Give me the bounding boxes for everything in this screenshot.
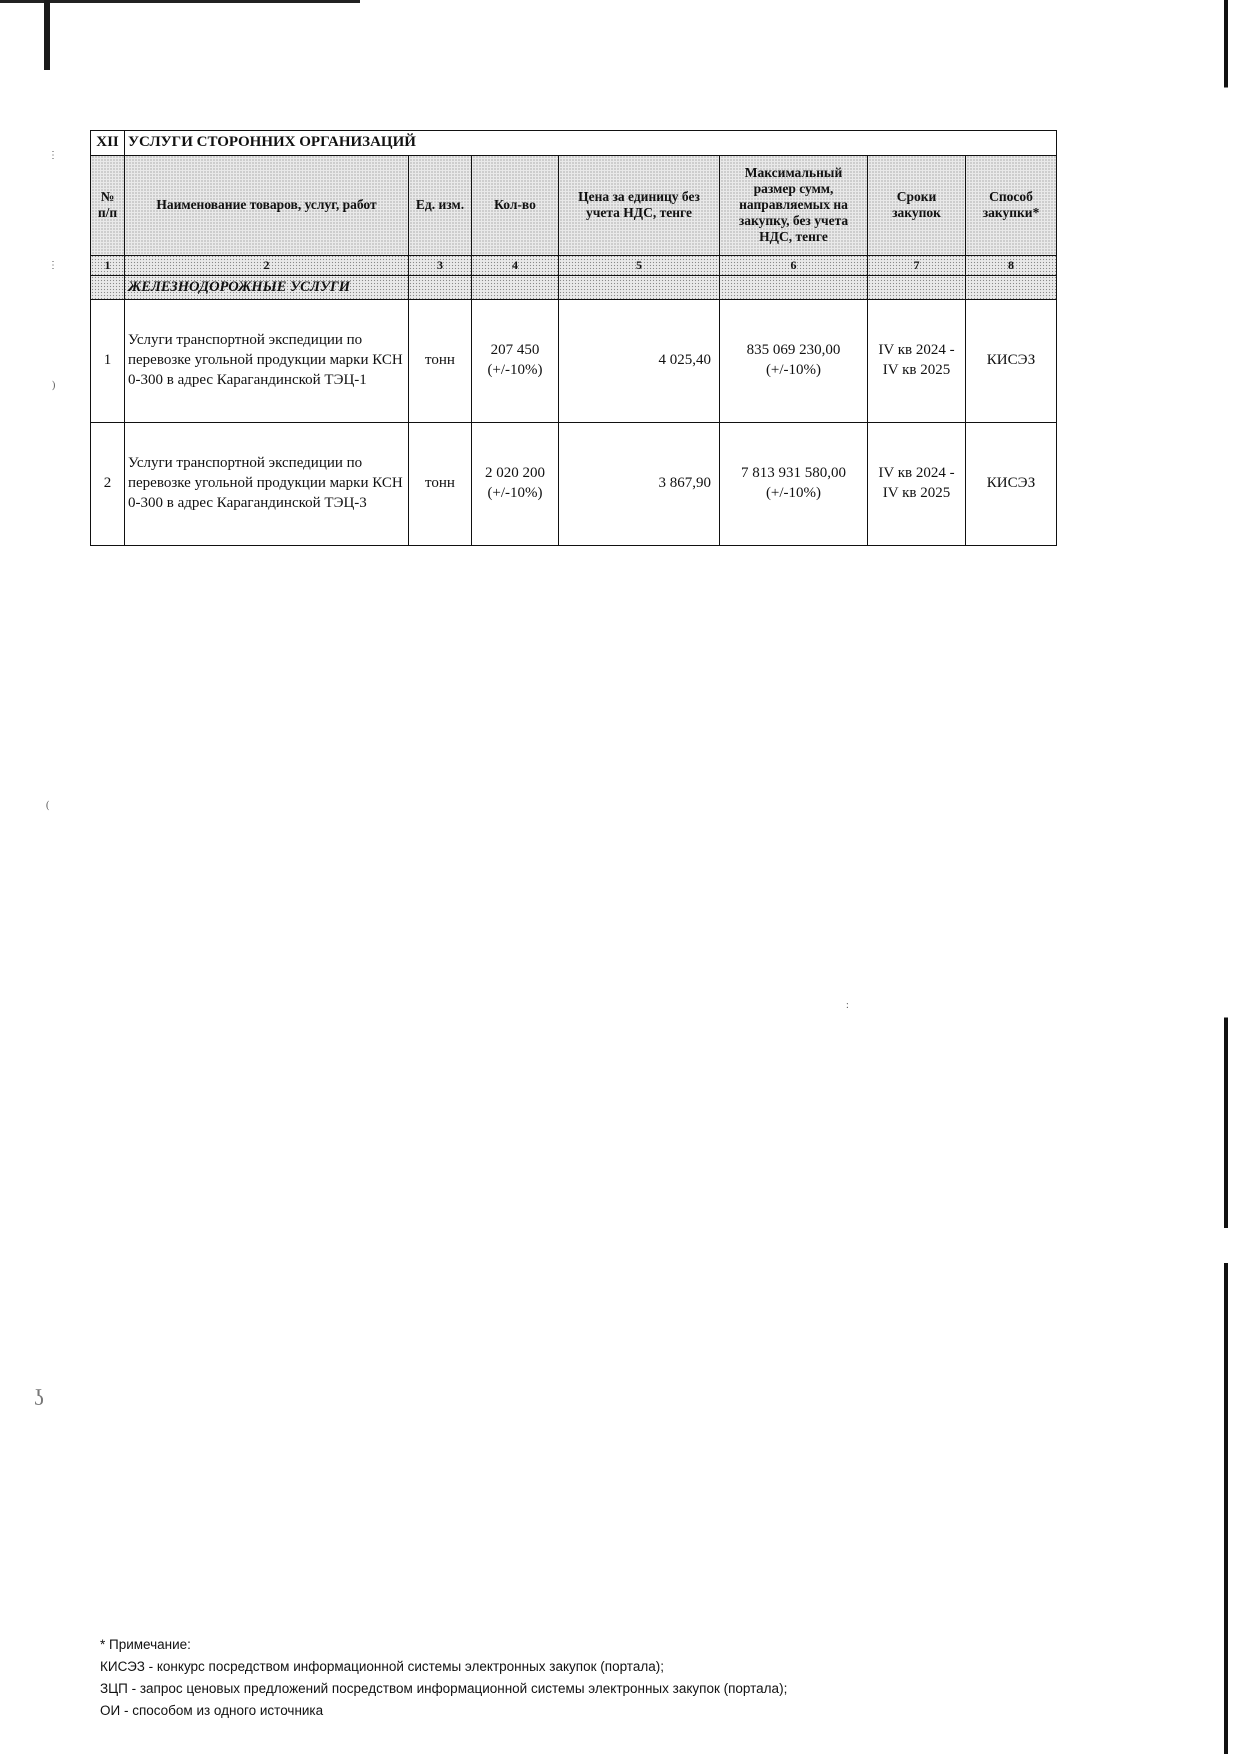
section-header-row [91,131,1057,156]
scan-speck: ) [52,380,56,391]
row-number: 1 [91,299,125,422]
col-number: 5 [559,255,720,276]
row-amount-value: 835 069 230,00 [746,342,841,359]
category-num-cell [91,276,125,300]
row-quantity-value: 2 020 200 [485,465,545,482]
row-period-from: IV кв 2024 - [878,465,955,482]
row-unit-price: 3 867,90 [559,422,720,545]
column-header-row [91,155,1057,255]
row-quantity-note: (+/-10%) [487,484,543,501]
col-number: 8 [966,255,1057,276]
category-row [91,276,1057,300]
row-item-name: Услуги транспортной экспедиции по перевозке угольной продукции марки КСН 0-300 в адрес Карагандинской ТЭЦ-1 [125,299,409,422]
row-method: КИСЭЗ [966,299,1057,422]
col-header-period: Сроки закупок [868,155,966,255]
category-empty-cell [720,276,868,300]
row-quantity [472,299,559,422]
col-header-method: Способ закупки* [966,155,1057,255]
table-row [91,422,1057,545]
row-quantity [472,422,559,545]
category-empty-cell [409,276,472,300]
row-unit: тонн [409,299,472,422]
col-number: 1 [91,255,125,276]
row-method: КИСЭЗ [966,422,1057,545]
scan-mark: ʖ [34,1385,44,1410]
table-row [91,299,1057,422]
row-amount-note: (+/-10%) [765,361,822,378]
row-amount-note: (+/-10%) [765,484,822,501]
row-amount [720,422,868,545]
col-header-name: Наименование товаров, услуг, работ [125,155,409,255]
category-empty-cell [868,276,966,300]
row-number: 2 [91,422,125,545]
col-header-num: № п/п [91,155,125,255]
col-header-price: Цена за единицу без учета НДС, тенге [559,155,720,255]
scan-speck: ⋮ [48,260,58,271]
column-number-row [91,255,1057,276]
scan-edge-top [0,0,360,3]
scan-edge-left [44,0,50,70]
footnote-line: ЗЦП - запрос ценовых предложений посредством информационной системы электронных закупок (портала); [100,1681,788,1696]
row-amount [720,299,868,422]
col-number: 6 [720,255,868,276]
row-quantity-note: (+/-10%) [487,361,543,378]
row-amount-value: 7 813 931 580,00 [741,465,846,482]
row-period-from: IV кв 2024 - [878,342,955,359]
scan-speck: : [846,1000,849,1011]
col-header-qty: Кол-во [472,155,559,255]
col-number: 3 [409,255,472,276]
scan-speck: ( [46,800,50,811]
footnote-heading: * Примечание: [100,1637,191,1652]
row-unit-price: 4 025,40 [559,299,720,422]
row-period [868,422,966,545]
section-number: XII [91,131,125,156]
footnote-line: ОИ - способом из одного источника [100,1703,324,1718]
row-unit: тонн [409,422,472,545]
col-number: 4 [472,255,559,276]
category-empty-cell [966,276,1057,300]
scan-edge-right [1224,0,1228,1754]
footnote-line: КИСЭЗ - конкурс посредством информационной системы электронных закупок (портала); [100,1659,664,1674]
procurement-table-container [90,130,1056,546]
procurement-table [90,130,1057,546]
col-header-amount: Максимальный размер сумм, направляемых на закупку, без учета НДС, тенге [720,155,868,255]
row-period [868,299,966,422]
row-quantity-value: 207 450 [490,342,540,359]
col-number: 2 [125,255,409,276]
scan-speck: ⋮ [48,150,58,161]
category-empty-cell [559,276,720,300]
category-title: ЖЕЛЕЗНОДОРОЖНЫЕ УСЛУГИ [125,276,409,300]
row-period-to: IV кв 2025 [882,361,951,378]
row-period-to: IV кв 2025 [882,484,951,501]
col-number: 7 [868,255,966,276]
row-item-name: Услуги транспортной экспедиции по перевозке угольной продукции марки КСН 0-300 в адрес Карагандинской ТЭЦ-3 [125,422,409,545]
col-header-unit: Ед. изм. [409,155,472,255]
footnotes [100,1634,787,1722]
section-title: УСЛУГИ СТОРОННИХ ОРГАНИЗАЦИЙ [125,131,1057,156]
category-empty-cell [472,276,559,300]
